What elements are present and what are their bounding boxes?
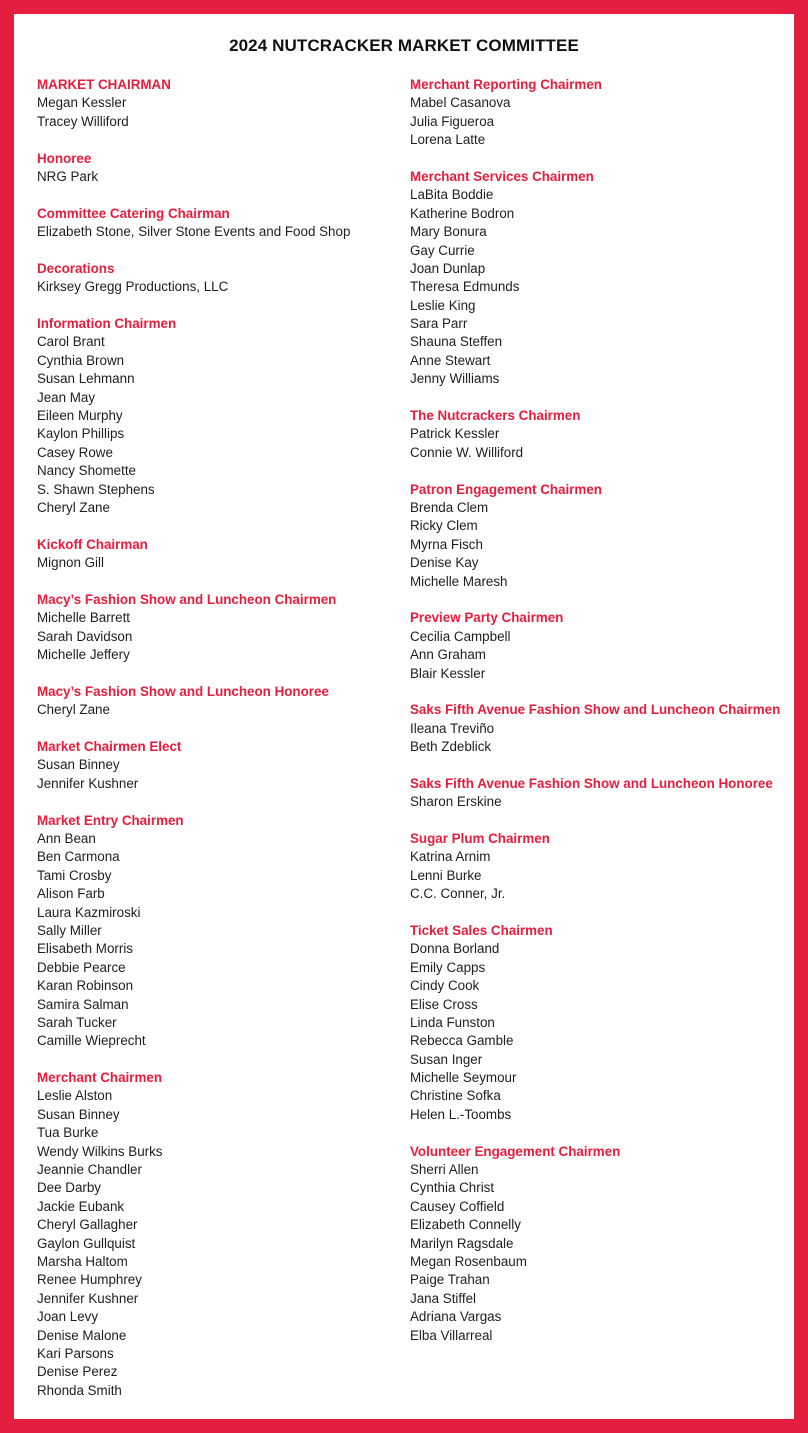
member-name: Brenda Clem — [410, 499, 489, 515]
member-name: Elisabeth Morris — [37, 941, 133, 957]
section-patron-engagement-chairmen — [410, 481, 785, 591]
member-name: Gaylon Gullquist — [37, 1235, 136, 1251]
member-name: Donna Borland — [410, 941, 500, 957]
section-heading: MARKET CHAIRMAN — [37, 77, 171, 92]
member-name: Cynthia Christ — [410, 1180, 495, 1196]
member-name: Gay Currie — [410, 242, 475, 258]
section-heading: Ticket Sales Chairmen — [410, 922, 553, 938]
section-market-chairman — [37, 76, 397, 131]
member-name: S. Shawn Stephens — [37, 481, 155, 497]
member-name: Elba Villarreal — [410, 1327, 493, 1343]
member-name: Cindy Cook — [410, 978, 480, 994]
member-name: Elise Cross — [410, 996, 478, 1012]
member-name: Carol Brant — [37, 334, 105, 350]
section-market-chairmen-elect — [37, 738, 397, 793]
member-name: Denise Perez — [37, 1364, 118, 1380]
member-name: Casey Rowe — [37, 444, 113, 460]
member-name: Sherri Allen — [410, 1162, 479, 1178]
member-name: Jennifer Kushner — [37, 1290, 139, 1306]
section-heading: Merchant Reporting Chairmen — [410, 77, 602, 92]
member-name: Sharon Erskine — [410, 794, 502, 810]
member-name: Anne Stewart — [410, 352, 491, 368]
member-name: Jana Stiffel — [410, 1290, 477, 1306]
member-name: Paige Trahan — [410, 1272, 490, 1288]
member-name: Denise Kay — [410, 555, 479, 571]
member-name: Wendy Wilkins Burks — [37, 1143, 163, 1159]
section-ticket-sales-chairmen — [410, 922, 785, 1124]
member-name: Kaylon Phillips — [37, 426, 125, 442]
member-name: Joan Dunlap — [410, 260, 486, 276]
member-name: Shauna Steffen — [410, 334, 503, 350]
member-name: Michelle Barrett — [37, 610, 131, 626]
member-name: Alison Farb — [37, 886, 105, 902]
member-name: Myrna Fisch — [410, 536, 483, 552]
member-name: Michelle Jeffery — [37, 647, 130, 663]
section-heading: Macy’s Fashion Show and Luncheon Honoree — [37, 683, 329, 699]
member-name: Denise Malone — [37, 1327, 127, 1343]
member-name: Patrick Kessler — [410, 426, 500, 442]
member-name: Eileen Murphy — [37, 408, 123, 424]
member-name: Michelle Seymour — [410, 1070, 517, 1086]
section-heading: Kickoff Chairman — [37, 536, 148, 552]
section-heading: Macy’s Fashion Show and Luncheon Chairmen — [37, 591, 337, 607]
section-heading: Patron Engagement Chairmen — [410, 481, 602, 497]
member-name: Ricky Clem — [410, 518, 478, 534]
section-heading: Merchant Services Chairmen — [410, 168, 594, 184]
section-heading: Honoree — [37, 150, 92, 166]
member-name: Ann Bean — [37, 831, 96, 847]
section-macy-s-fashion-show-and-luncheon-chairmen — [37, 591, 397, 665]
member-name: Ben Carmona — [37, 849, 120, 865]
member-name: Rebecca Gamble — [410, 1033, 514, 1049]
member-name: Susan Binney — [37, 1106, 120, 1122]
committee-card — [14, 14, 794, 1419]
section-honoree — [37, 150, 397, 187]
member-name: Connie W. Williford — [410, 444, 524, 460]
section-heading: Market Chairmen Elect — [37, 739, 182, 755]
member-name: Cheryl Zane — [37, 702, 110, 718]
section-decorations — [37, 260, 397, 297]
member-name: Sarah Tucker — [37, 1014, 117, 1030]
member-name: Mignon Gill — [37, 555, 104, 571]
member-name: Elizabeth Connelly — [410, 1217, 521, 1233]
page-title: 2024 NUTCRACKER MARKET COMMITTEE — [229, 36, 579, 55]
member-name: Cynthia Brown — [37, 352, 125, 368]
member-name: Emily Capps — [410, 959, 486, 975]
member-name: Kari Parsons — [37, 1345, 114, 1361]
section-macy-s-fashion-show-and-luncheon-honoree — [37, 683, 397, 720]
member-name: Julia Figueroa — [410, 113, 495, 129]
member-name: LaBita Boddie — [410, 187, 494, 203]
member-name: Cheryl Gallagher — [37, 1217, 138, 1233]
member-name: Rhonda Smith — [37, 1382, 122, 1398]
member-name: Marsha Haltom — [37, 1254, 128, 1269]
section-the-nutcrackers-chairmen — [410, 407, 785, 462]
member-name: Laura Kazmiroski — [37, 904, 141, 920]
member-name: Lenni Burke — [410, 867, 482, 883]
member-name: Jeannie Chandler — [37, 1162, 142, 1178]
member-name: C.C. Conner, Jr. — [410, 886, 506, 902]
member-name: Causey Coffield — [410, 1198, 505, 1214]
member-name: Beth Zdeblick — [410, 739, 492, 755]
section-merchant-chairmen — [37, 1069, 397, 1400]
member-name: Sarah Davidson — [37, 628, 133, 644]
member-name: Samira Salman — [37, 996, 129, 1012]
member-name: Dee Darby — [37, 1180, 102, 1196]
member-name: Katrina Arnim — [410, 849, 491, 865]
member-name: Camille Wieprecht — [37, 1033, 146, 1049]
section-heading: Saks Fifth Avenue Fashion Show and Luncheon Chairmen — [410, 702, 781, 718]
section-merchant-services-chairmen — [410, 168, 785, 389]
section-information-chairmen — [37, 315, 397, 517]
member-name: Sara Parr — [410, 316, 468, 332]
member-name: Cecilia Campbell — [410, 628, 511, 644]
member-name: Lorena Latte — [410, 132, 486, 148]
member-name: Susan Lehmann — [37, 371, 135, 387]
member-name: Cheryl Zane — [37, 499, 110, 515]
member-name: Elizabeth Stone, Silver Stone Events and Food Shop — [37, 224, 351, 240]
member-name: Ileana Treviño — [410, 720, 495, 736]
section-heading: Preview Party Chairmen — [410, 610, 564, 626]
member-name: Linda Funston — [410, 1014, 495, 1030]
member-name: Christine Sofka — [410, 1088, 501, 1104]
right-column — [410, 76, 785, 1363]
section-saks-fifth-avenue-fashion-show-and-luncheon-chairmen — [410, 701, 785, 756]
section-heading: Sugar Plum Chairmen — [410, 831, 550, 847]
member-name: NRG Park — [37, 168, 99, 184]
member-name: Jennifer Kushner — [37, 775, 139, 791]
member-name: Marilyn Ragsdale — [410, 1235, 514, 1251]
member-name: Katherine Bodron — [410, 205, 515, 221]
member-name: Sally Miller — [37, 922, 102, 938]
member-name: Adriana Vargas — [410, 1309, 502, 1325]
section-heading: Market Entry Chairmen — [37, 812, 184, 828]
section-heading: The Nutcrackers Chairmen — [410, 408, 581, 424]
member-name: Jean May — [37, 389, 96, 405]
member-name: Jenny Williams — [410, 371, 500, 387]
member-name: Mabel Casanova — [410, 95, 511, 111]
section-kickoff-chairman — [37, 536, 397, 573]
member-name: Megan Rosenbaum — [410, 1254, 527, 1269]
left-column — [37, 76, 397, 1419]
member-name: Nancy Shomette — [37, 463, 136, 479]
member-name: Jackie Eubank — [37, 1198, 125, 1214]
member-name: Mary Bonura — [410, 224, 487, 240]
member-name: Kirksey Gregg Productions, LLC — [37, 279, 229, 295]
section-volunteer-engagement-chairmen — [410, 1143, 785, 1345]
member-name: Renee Humphrey — [37, 1272, 142, 1288]
section-merchant-reporting-chairmen — [410, 76, 785, 150]
member-name: Megan Kessler — [37, 95, 127, 111]
section-heading: Decorations — [37, 260, 115, 276]
member-name: Leslie King — [410, 297, 476, 313]
member-name: Theresa Edmunds — [410, 279, 520, 295]
section-heading: Saks Fifth Avenue Fashion Show and Luncheon Honoree — [410, 775, 773, 791]
member-name: Tua Burke — [37, 1125, 99, 1141]
member-name: Ann Graham — [410, 647, 486, 663]
member-name: Blair Kessler — [410, 665, 486, 681]
member-name: Susan Inger — [410, 1051, 483, 1067]
member-name: Tracey Williford — [37, 113, 129, 129]
member-name: Michelle Maresh — [410, 573, 508, 589]
member-name: Joan Levy — [37, 1309, 99, 1325]
member-name: Leslie Alston — [37, 1088, 113, 1104]
member-name: Helen L.-Toombs — [410, 1106, 512, 1122]
section-heading: Volunteer Engagement Chairmen — [410, 1143, 621, 1159]
section-heading: Committee Catering Chairman — [37, 205, 230, 221]
member-name: Tami Crosby — [37, 867, 112, 883]
member-name: Susan Binney — [37, 757, 120, 773]
member-name: Debbie Pearce — [37, 959, 126, 975]
member-name: Karan Robinson — [37, 978, 134, 994]
section-heading: Merchant Chairmen — [37, 1070, 163, 1086]
section-preview-party-chairmen — [410, 609, 785, 683]
section-heading: Information Chairmen — [37, 316, 177, 332]
section-saks-fifth-avenue-fashion-show-and-luncheon-honoree — [410, 775, 785, 812]
section-market-entry-chairmen — [37, 812, 397, 1051]
section-committee-catering-chairman — [37, 205, 397, 242]
section-sugar-plum-chairmen — [410, 830, 785, 904]
